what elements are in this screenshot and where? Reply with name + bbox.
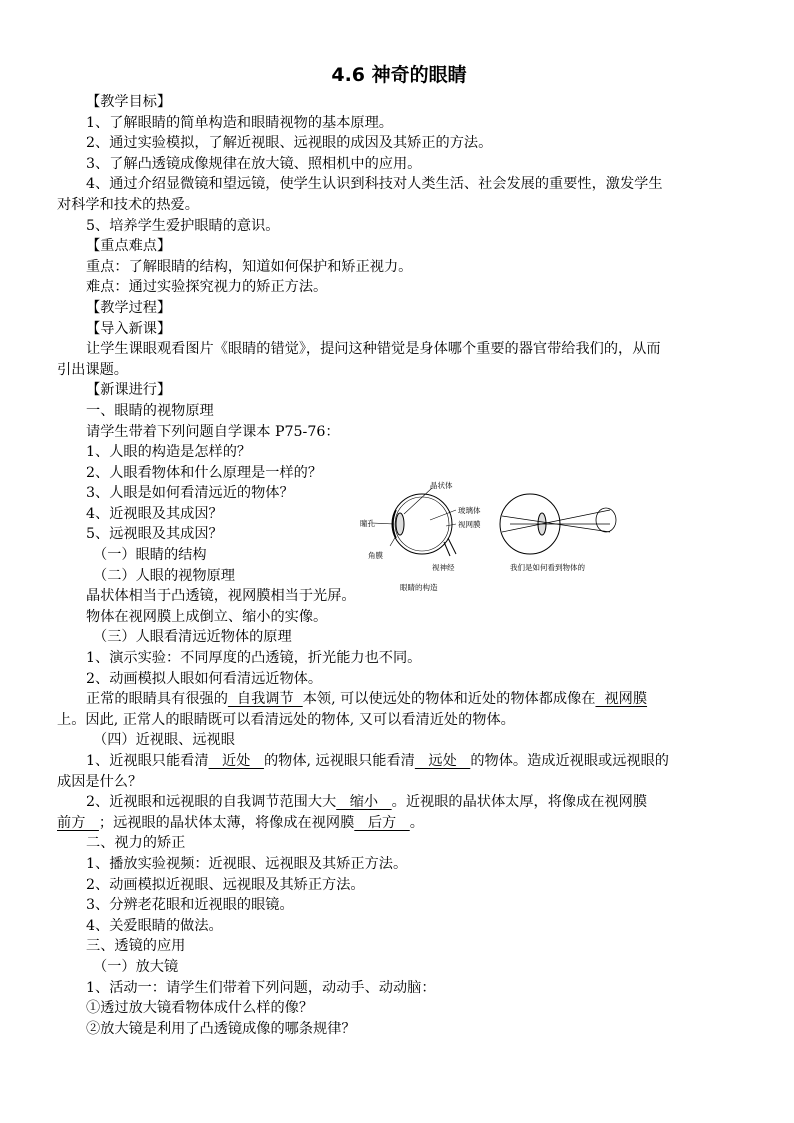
self-study-task: 请学生带着下列问题自学课本 P75-76： xyxy=(86,423,340,440)
label-cornea: 角膜 xyxy=(368,551,383,560)
objective-4-line1: 4、通过介绍显微镜和望远镜，使学生认识到科技对人类生活、社会发展的重要性，激发学生 xyxy=(86,176,663,193)
demo-2: 2、动画模拟人眼如何看清远近物体。 xyxy=(86,670,323,687)
activity-1: 1、活动一：请学生们带着下列问题，动动手、动动脑： xyxy=(86,979,436,996)
eye-diagram xyxy=(360,480,620,595)
correction-2: 2、动画模拟近视眼、远视眼及其矫正方法。 xyxy=(86,876,365,893)
myopia-text-a: 1、近视眼只能看清 xyxy=(86,753,209,769)
correction-4: 4、关爱眼睛的做法。 xyxy=(86,917,223,934)
eye-cross-section xyxy=(372,488,456,556)
section-2-heading: 二、视力的矫正 xyxy=(86,835,186,852)
myopia-line1 xyxy=(57,751,741,772)
objective-3: 3、了解凸透镜成像规律在放大镜、照相机中的应用。 xyxy=(86,155,422,172)
intro-line2: 引出课题。 xyxy=(57,361,128,378)
section-1-heading: 一、眼睛的视物原理 xyxy=(86,402,214,419)
object-sketch xyxy=(596,508,616,532)
objective-2: 2、通过实验模拟，了解近视眼、远视眼的成因及其矫正的方法。 xyxy=(86,135,493,152)
normal-text-a: 正常的眼睛具有很强的 xyxy=(86,691,228,708)
label-optic-nerve: 视神经 xyxy=(432,563,455,572)
question-1: 1、人眼的构造是怎样的？ xyxy=(86,444,252,461)
normal-eye-line1 xyxy=(57,689,741,710)
activity-question-2: ②放大镜是利用了凸透镜成像的哪条规律？ xyxy=(86,1020,356,1037)
activity-question-1: ①透过放大镜看物体成什么样的像？ xyxy=(86,1000,314,1017)
new-lesson-heading: 【新课进行】 xyxy=(86,382,172,399)
lens-shape xyxy=(396,513,404,535)
label-retina: 视网膜 xyxy=(458,520,481,529)
image-property: 物体在视网膜上成倒立、缩小的实像。 xyxy=(86,608,328,625)
correction-1: 1、播放实验视频：近视眼、远视眼及其矫正方法。 xyxy=(86,855,408,872)
eye-structure-figure xyxy=(360,480,620,595)
myopia-text-b: 的物体, 远视眼只能看清 xyxy=(263,753,415,769)
objective-4-line2: 对科学和技术的热爱。 xyxy=(57,196,199,213)
key-point: 重点：了解眼睛的结构，知道如何保护和矫正视力。 xyxy=(86,258,413,275)
intro-line1: 让学生课眼观看图片《眼睛的错觉》，提问这种错觉是身体哪个重要的器官带给我们的，从而 xyxy=(86,341,661,358)
range-line2 xyxy=(57,813,741,834)
caption-how-we-see: 我们是如何看到物体的 xyxy=(510,563,585,572)
process-heading: 【教学过程】 xyxy=(86,299,172,316)
blank-behind: 后方 xyxy=(354,814,410,831)
question-4: 4、近视眼及其成因？ xyxy=(86,505,223,522)
myopia-line2: 成因是什么？ xyxy=(57,773,143,790)
label-lens: 晶状体 xyxy=(430,481,453,490)
blank-self-adjust: 自我调节 xyxy=(227,691,303,708)
range-text-d: 。 xyxy=(409,814,424,831)
optic-nerve xyxy=(444,538,456,556)
subsection-4: （四）近视眼、远视眼 xyxy=(93,732,235,749)
myopia-text-c: 的物体。造成近视眼或远视眼的 xyxy=(470,753,669,769)
caption-eye-structure: 眼睛的构造 xyxy=(400,583,438,592)
question-5: 5、远视眼及其成因？ xyxy=(86,526,223,543)
question-3: 3、人眼是如何看清远近的物体？ xyxy=(86,485,294,502)
range-text-b: 。近视眼的晶状体太厚，将像成在视网膜 xyxy=(391,794,648,811)
subsection-1: （一）眼睛的结构 xyxy=(93,547,207,564)
range-line1 xyxy=(57,792,741,813)
page-title: 4.6 神奇的眼睛 xyxy=(331,64,467,86)
blank-shrink: 缩小 xyxy=(336,794,392,811)
normal-eye-line2: 上。因此, 正常人的眼睛既可以看清远处的物体, 又可以看清近处的物体。 xyxy=(57,711,515,728)
question-2: 2、人眼看物体和什么原理是一样的？ xyxy=(86,464,323,481)
lens-analogy: 晶状体相当于凸透镜，视网膜相当于光屏。 xyxy=(86,588,356,605)
normal-text-b: 本领, 可以使远处的物体和近处的物体都成像在 xyxy=(302,691,596,708)
label-pupil: 瞳孔 xyxy=(360,519,375,528)
key-points-heading: 【重点难点】 xyxy=(86,238,172,255)
correction-3: 3、分辨老花眼和近视眼的眼镜。 xyxy=(86,897,294,914)
intro-heading: 【导入新课】 xyxy=(86,320,172,337)
blank-retina: 视网膜 xyxy=(595,691,648,708)
subsection-5: （一）放大镜 xyxy=(93,958,179,975)
subsection-2: （二）人眼的视物原理 xyxy=(93,567,235,584)
range-text-a: 2、近视眼和远视眼的自我调节范围大大 xyxy=(86,794,337,811)
blank-near: 近处 xyxy=(208,753,264,769)
blank-far: 远处 xyxy=(414,753,471,769)
objectives-heading: 【教学目标】 xyxy=(86,94,172,110)
objective-1: 1、了解眼睛的简单构造和眼睛视物的基本原理。 xyxy=(86,114,393,131)
blank-front: 前方 xyxy=(57,814,99,831)
section-3-heading: 三、透镜的应用 xyxy=(86,938,186,955)
difficulty-point: 难点：通过实验探究视力的矫正方法。 xyxy=(86,279,328,296)
subsection-3: （三）人眼看清远近物体的原理 xyxy=(93,629,292,646)
demo-1: 1、演示实验：不同厚度的凸透镜，折光能力也不同。 xyxy=(86,650,422,667)
range-text-c: ；远视眼的晶状体太薄，将像成在视网膜 xyxy=(98,814,355,831)
vision-ray-diagram xyxy=(500,494,616,554)
objective-5: 5、培养学生爱护眼睛的意识。 xyxy=(86,217,280,234)
label-vitreous: 玻璃体 xyxy=(458,506,481,515)
